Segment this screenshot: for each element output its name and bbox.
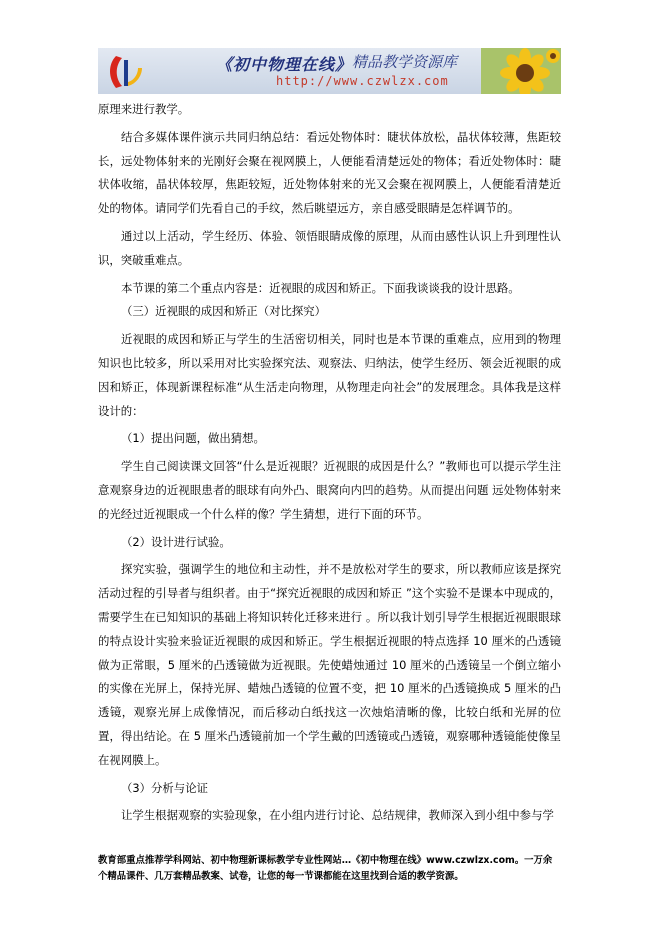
document-body — [98, 98, 561, 828]
paragraph: 近视眼的成因和矫正与学生的生活密切相关，同时也是本节课的重难点，应用到的物理知识也比较多，所以采用对比实验探究法、观察法、归纳法，使学生经历、领会近视眼的成因和矫正，体现新课程标准“从生活走向物理，从物理走向社会”的发展理念。具体我是这样设计的： — [98, 332, 561, 418]
paragraph: 学生自己阅读课文回答“什么是近视眼？近视眼的成因是什么？”教师也可以提示学生注意观察身边的近视眼患者的眼球有向外凸、眼窝向内凹的趋势。从而提出问题 远处物体射来的光经过近视眼成一个什么样的像？学生猜想，进行下面的环节。 — [98, 459, 561, 521]
sub-heading: （3）分析与论证 — [121, 780, 208, 795]
sub-heading: （1）提出问题，做出猜想。 — [121, 431, 265, 446]
site-title: 《初中物理在线》 — [216, 55, 353, 74]
site-url: http://www.czwlzx.com — [276, 74, 449, 88]
paragraph: 探究实验，强调学生的地位和主动性，并不是放松对学生的要求，所以教师应该是探究活动过程的引导者与组织者。由于“探究近视眼的成因和矫正 ”这个实验不是课本中现成的，需要学生在已知知识的基础上将知识转化迁移来进行 。所以我计划引导学生根据近视眼眼球的特点设计实验来验证近视眼的成因和矫正。学生根据近视眼的特点选择 10 厘米的凸透镜做为正常眼，5 厘米的凸透镜做为近视眼。先使蜡烛通过 10 厘米的凸透镜呈一个倒立缩小的实像在光屏上，保持光屏、蜡烛凸透镜的位置不变，把 10 厘米的凸透镜换成 5 厘米的凸透镜，观察光屏上成像情况，而后移动白纸找这一次烛焰清晰的像，比较白纸和光屏的位置，得出结论。在 5 厘米凸透镜前加一个学生戴的凹透镜或凸透镜，观察哪种透镜能使像呈在视网膜上。 — [98, 562, 561, 767]
header-banner — [98, 48, 561, 94]
paragraph: 原理来进行教学。 — [98, 102, 190, 116]
paragraph: 结合多媒体课件演示共同归纳总结：看远处物体时：睫状体放松，晶状体较薄，焦距较长，远处物体射来的光刚好会聚在视网膜上，人便能看清楚远处的物体；看近处物体时：睫状体收缩，晶状体较厚，焦距较短，近处物体射来的光又会聚在视网膜上，人便能看清楚近处的物体。请同学们先看自己的手纹，然后眺望远方，亲自感受眼睛是怎样调节的。 — [98, 129, 561, 216]
logo-icon — [102, 50, 146, 92]
site-subtitle: 精品教学资源库 — [352, 53, 458, 71]
paragraph: 让学生根据观察的实验现象，在小组内进行讨论、总结规律，教师深入到小组中参与学 — [121, 808, 554, 823]
paragraph: 本节课的第二个重点内容是：近视眼的成因和矫正。下面我谈谈我的设计思路。 — [121, 280, 520, 295]
page-footer: 教育部重点推荐学科网站、初中物理新课标教学专业性网站…《初中物理在线》www.czwlzx.com。一万余个精品课件、几万套精品教案、试卷，让您的每一节课都能在这里找到合适的教学资源。 — [98, 855, 553, 882]
section-heading: （三）近视眼的成因和矫正（对比探究） — [121, 304, 327, 319]
paragraph: 通过以上活动，学生经历、体验、领悟眼睛成像的原理，从而由感性认识上升到理性认识，突破重难点。 — [98, 228, 561, 267]
sunflower-icon — [481, 48, 561, 94]
sub-heading: （2）设计进行试验。 — [121, 534, 231, 549]
